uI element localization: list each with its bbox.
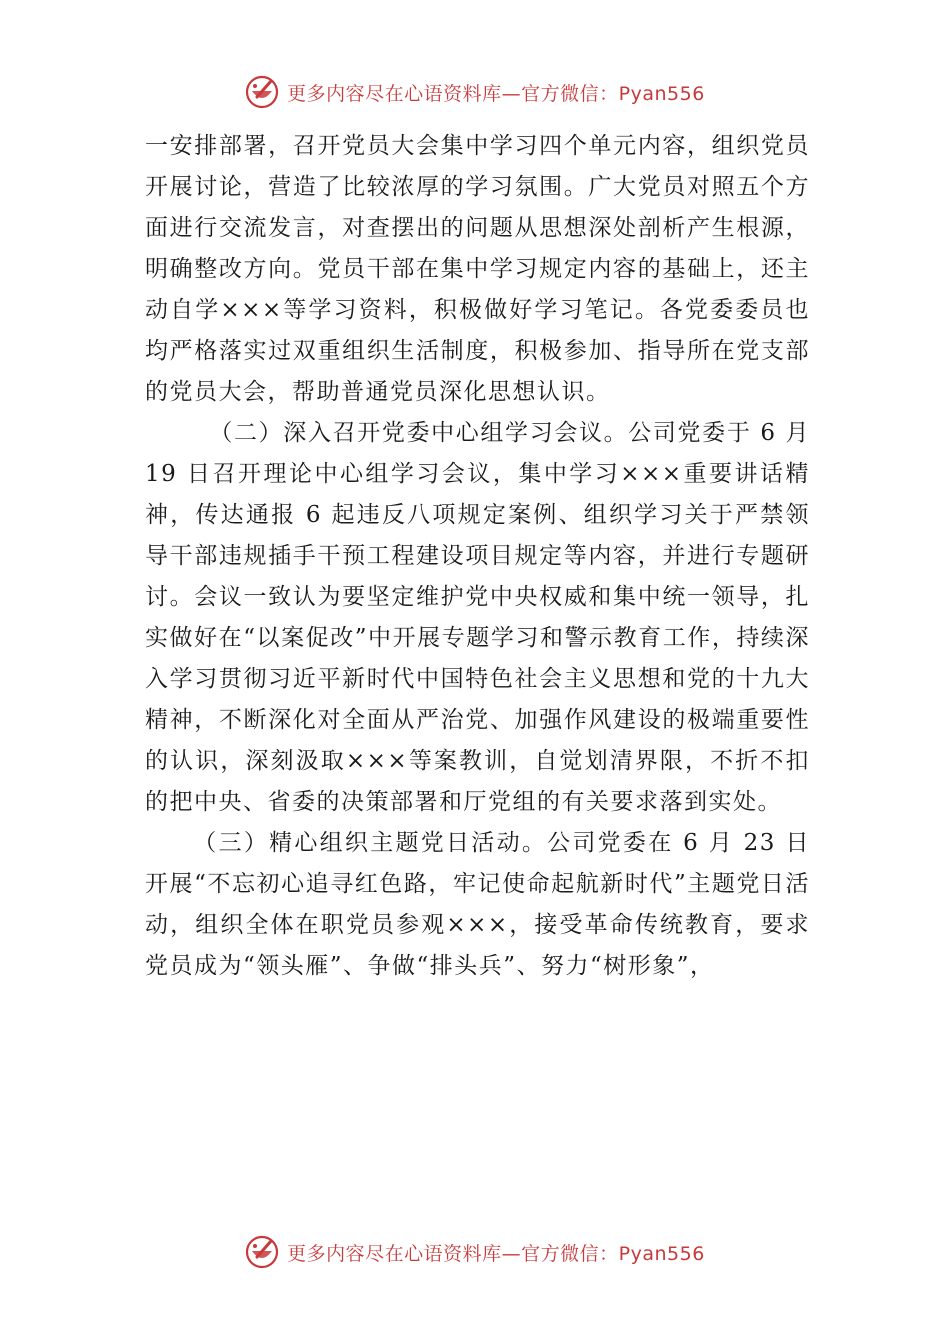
document-body [145,126,810,987]
paragraph-section-two: （二）深入召开党委中心组学习会议。公司党委于 6 月 19 日召开理论中心组学习会议，集中学习×××重要讲话精神，传达通报 6 起违反八项规定案例、组织学习关于严禁领导干部违规插手干预工程建设项目规定等内容，并进行专题研讨。会议一致认为要坚定维护党中央权威和集中统一领导，扎实做好在“以案促改”中开展专题学习和警示教育工作，持续深入学习贯彻习近平新时代中国特色社会主义思想和党的十九大精神，不断深化对全面从严治党、加强作风建设的极端重要性的认识，深刻汲取×××等案教训，自觉划清界限，不折不扣的把中央、省委的决策部署和厅党组的有关要求落到实处。 [145,420,810,815]
paragraph-continued: 一安排部署，召开党员大会集中学习四个单元内容，组织党员开展讨论，营造了比较浓厚的学习氛围。广大党员对照五个方面进行交流发言，对查摆出的问题从思想深处剖析产生根源，明确整改方向。党员干部在集中学习规定内容的基础上，还主动自学×××等学习资料，积极做好学习笔记。各党委委员也均严格落实过双重组织生活制度，积极参加、指导所在党支部的党员大会，帮助普通党员深化思想认识。 [145,133,810,405]
footer-watermark-banner [0,1232,950,1272]
mortar-pestle-logo-icon [245,1235,279,1269]
header-watermark-banner [0,72,950,112]
footer-watermark-text: 更多内容尽在心语资料库—官方微信：Pyan556 [287,1242,705,1265]
paragraph-section-three: （三）精心组织主题党日活动。公司党委在 6 月 23 日开展“不忘初心追寻红色路，牢记使命起航新时代”主题党日活动，组织全体在职党员参观×××，接受革命传统教育，要求党员成为“领头雁”、争做“排头兵”、努力“树形象”， [145,830,810,979]
mortar-pestle-logo-icon [245,75,279,109]
header-watermark-text: 更多内容尽在心语资料库—官方微信：Pyan556 [287,82,705,105]
